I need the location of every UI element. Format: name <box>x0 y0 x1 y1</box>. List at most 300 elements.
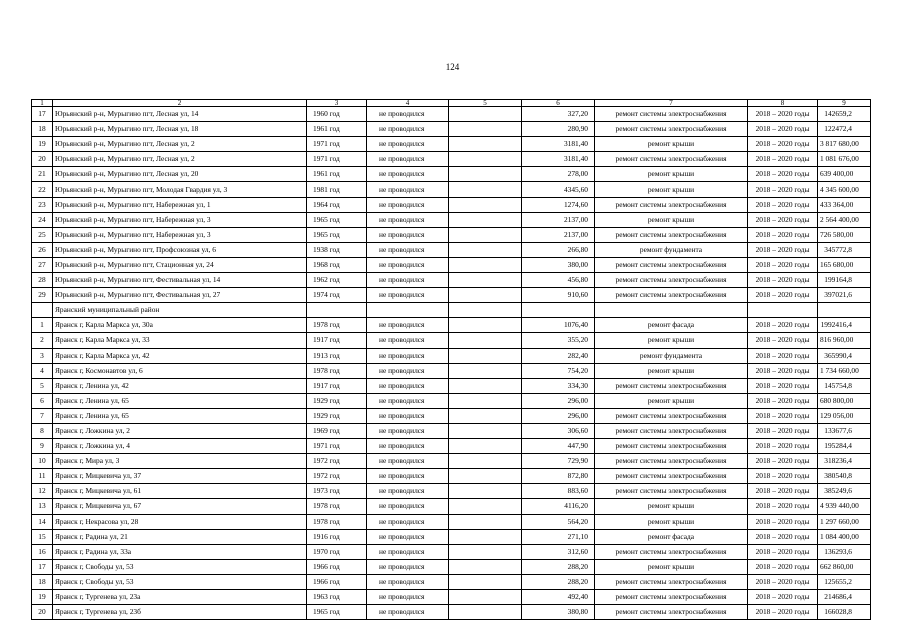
area-cell: 1076,40 <box>522 318 595 333</box>
area-cell: 271,10 <box>522 529 595 544</box>
table-row <box>32 137 871 152</box>
year-cell: 1917 год <box>307 333 367 348</box>
period-cell: 2018 – 2020 годы <box>748 333 818 348</box>
address-cell: Юрьянский р-н, Мурыгино пгт, Лесная ул, 2 <box>53 152 307 167</box>
row-number: 9 <box>32 439 53 454</box>
year-cell: 1966 год <box>307 574 367 589</box>
address-cell: Юрьянский р-н, Мурыгино пгт, Молодая Гвардия ул, 3 <box>53 182 307 197</box>
cost-cell: 166028,8 <box>818 605 871 620</box>
empty-cell <box>449 544 522 559</box>
area-cell: 1274,60 <box>522 197 595 212</box>
table-row <box>32 212 871 227</box>
area-cell: 288,20 <box>522 559 595 574</box>
column-number: 3 <box>307 100 367 107</box>
year-cell: 1917 год <box>307 378 367 393</box>
address-cell: Юрьянский р-н, Мурыгино пгт, Стационная ул, 24 <box>53 257 307 272</box>
period-cell: 2018 – 2020 годы <box>748 423 818 438</box>
cost-cell: 136293,6 <box>818 544 871 559</box>
work-type-cell: ремонт крыши <box>595 212 748 227</box>
column-number: 7 <box>595 100 748 107</box>
empty-cell <box>449 333 522 348</box>
previous-repair-cell: не проводился <box>367 514 449 529</box>
table-row <box>32 423 871 438</box>
table-row <box>32 378 871 393</box>
empty-cell <box>449 122 522 137</box>
period-cell: 2018 – 2020 годы <box>748 363 818 378</box>
period-cell: 2018 – 2020 годы <box>748 288 818 303</box>
year-cell: 1962 год <box>307 273 367 288</box>
previous-repair-cell: не проводился <box>367 273 449 288</box>
area-cell: 754,20 <box>522 363 595 378</box>
area-cell: 872,80 <box>522 469 595 484</box>
period-cell: 2018 – 2020 годы <box>748 273 818 288</box>
row-number: 11 <box>32 469 53 484</box>
row-number: 29 <box>32 288 53 303</box>
cost-cell: 1 084 400,00 <box>818 529 871 544</box>
row-number: 1 <box>32 318 53 333</box>
address-cell: Яранск г, Некрасова ул, 28 <box>53 514 307 529</box>
row-number: 18 <box>32 574 53 589</box>
year-cell: 1981 год <box>307 182 367 197</box>
cost-cell: 214686,4 <box>818 590 871 605</box>
previous-repair-cell: не проводился <box>367 439 449 454</box>
table-row <box>32 574 871 589</box>
work-type-cell: ремонт фундамента <box>595 242 748 257</box>
period-cell: 2018 – 2020 годы <box>748 469 818 484</box>
work-type-cell: ремонт фасада <box>595 529 748 544</box>
table-row <box>32 333 871 348</box>
area-cell: 278,00 <box>522 167 595 182</box>
empty-cell <box>449 167 522 182</box>
previous-repair-cell: не проводился <box>367 107 449 122</box>
period-cell: 2018 – 2020 годы <box>748 605 818 620</box>
work-type-cell: ремонт системы электроснабжения <box>595 257 748 272</box>
period-cell: 2018 – 2020 годы <box>748 590 818 605</box>
empty-cell <box>449 152 522 167</box>
year-cell: 1971 год <box>307 152 367 167</box>
cost-cell: 1 734 660,00 <box>818 363 871 378</box>
address-cell: Яранск г, Ленина ул, 65 <box>53 408 307 423</box>
row-number: 27 <box>32 257 53 272</box>
row-number: 17 <box>32 559 53 574</box>
table-row <box>32 393 871 408</box>
work-type-cell: ремонт крыши <box>595 393 748 408</box>
cost-cell <box>818 303 871 318</box>
address-cell: Яранск г, Карла Маркса ул, 30а <box>53 318 307 333</box>
year-cell: 1972 год <box>307 454 367 469</box>
year-cell: 1963 год <box>307 590 367 605</box>
row-number: 7 <box>32 408 53 423</box>
empty-cell <box>449 107 522 122</box>
period-cell: 2018 – 2020 годы <box>748 318 818 333</box>
year-cell: 1978 год <box>307 514 367 529</box>
address-cell: Яранск г, Тургенева ул, 23а <box>53 590 307 605</box>
empty-cell <box>449 288 522 303</box>
work-type-cell: ремонт крыши <box>595 137 748 152</box>
cost-cell: 2 564 400,00 <box>818 212 871 227</box>
table-row <box>32 348 871 363</box>
column-number: 1 <box>32 100 53 107</box>
year-cell: 1965 год <box>307 212 367 227</box>
empty-cell <box>449 605 522 620</box>
area-cell: 296,00 <box>522 408 595 423</box>
period-cell: 2018 – 2020 годы <box>748 167 818 182</box>
year-cell: 1971 год <box>307 439 367 454</box>
previous-repair-cell: не проводился <box>367 574 449 589</box>
address-cell: Яранск г, Радина ул, 21 <box>53 529 307 544</box>
row-number: 21 <box>32 167 53 182</box>
area-cell: 282,40 <box>522 348 595 363</box>
previous-repair-cell: не проводился <box>367 559 449 574</box>
cost-cell: 1 297 660,00 <box>818 514 871 529</box>
cost-cell: 816 960,00 <box>818 333 871 348</box>
work-type-cell: ремонт крыши <box>595 182 748 197</box>
year-cell: 1929 год <box>307 408 367 423</box>
area-cell: 883,60 <box>522 484 595 499</box>
period-cell: 2018 – 2020 годы <box>748 227 818 242</box>
area-cell: 910,60 <box>522 288 595 303</box>
work-type-cell: ремонт крыши <box>595 559 748 574</box>
empty-cell <box>449 559 522 574</box>
column-number: 6 <box>522 100 595 107</box>
previous-repair-cell: не проводился <box>367 408 449 423</box>
address-cell: Юрьянский р-н, Мурыгино пгт, Набережная ул, 1 <box>53 197 307 212</box>
previous-repair-cell: не проводился <box>367 363 449 378</box>
cost-cell: 365990,4 <box>818 348 871 363</box>
table-row <box>32 544 871 559</box>
previous-repair-cell: не проводился <box>367 122 449 137</box>
cost-cell: 1 081 676,00 <box>818 152 871 167</box>
previous-repair-cell: не проводился <box>367 454 449 469</box>
table-row <box>32 469 871 484</box>
work-type-cell: ремонт крыши <box>595 499 748 514</box>
column-number-row <box>32 100 871 107</box>
address-cell: Юрьянский р-н, Мурыгино пгт, Набережная ул, 3 <box>53 212 307 227</box>
row-number: 10 <box>32 454 53 469</box>
table-row <box>32 107 871 122</box>
row-number <box>32 303 53 318</box>
work-type-cell: ремонт системы электроснабжения <box>595 423 748 438</box>
year-cell: 1966 год <box>307 559 367 574</box>
address-cell: Яранск г, Мира ул, 3 <box>53 454 307 469</box>
work-type-cell: ремонт системы электроснабжения <box>595 439 748 454</box>
previous-repair-cell: не проводился <box>367 227 449 242</box>
row-number: 19 <box>32 590 53 605</box>
page-number: 124 <box>445 62 460 72</box>
period-cell: 2018 – 2020 годы <box>748 454 818 469</box>
previous-repair-cell: не проводился <box>367 182 449 197</box>
period-cell: 2018 – 2020 годы <box>748 484 818 499</box>
year-cell: 1972 год <box>307 469 367 484</box>
work-type-cell: ремонт системы электроснабжения <box>595 122 748 137</box>
year-cell: 1929 год <box>307 393 367 408</box>
address-cell: Яранск г, Карла Маркса ул, 33 <box>53 333 307 348</box>
table-row <box>32 122 871 137</box>
empty-cell <box>449 363 522 378</box>
work-type-cell <box>595 303 748 318</box>
row-number: 13 <box>32 499 53 514</box>
table-row <box>32 439 871 454</box>
area-cell: 729,90 <box>522 454 595 469</box>
cost-cell: 397021,6 <box>818 288 871 303</box>
section-row <box>32 303 871 318</box>
previous-repair-cell: не проводился <box>367 242 449 257</box>
year-cell: 1938 год <box>307 242 367 257</box>
period-cell: 2018 – 2020 годы <box>748 182 818 197</box>
period-cell: 2018 – 2020 годы <box>748 348 818 363</box>
cost-cell: 662 860,00 <box>818 559 871 574</box>
cost-cell: 726 580,00 <box>818 227 871 242</box>
empty-cell <box>449 393 522 408</box>
area-cell: 3181,40 <box>522 152 595 167</box>
row-number: 20 <box>32 605 53 620</box>
cost-cell: 199164,8 <box>818 273 871 288</box>
table-row <box>32 227 871 242</box>
previous-repair-cell: не проводился <box>367 393 449 408</box>
work-type-cell: ремонт системы электроснабжения <box>595 590 748 605</box>
row-number: 28 <box>32 273 53 288</box>
cost-cell: 133677,6 <box>818 423 871 438</box>
empty-cell <box>449 303 522 318</box>
area-cell: 447,90 <box>522 439 595 454</box>
table-row <box>32 152 871 167</box>
work-type-cell: ремонт системы электроснабжения <box>595 605 748 620</box>
work-type-cell: ремонт системы электроснабжения <box>595 152 748 167</box>
work-type-cell: ремонт системы электроснабжения <box>595 273 748 288</box>
period-cell: 2018 – 2020 годы <box>748 574 818 589</box>
area-cell: 312,60 <box>522 544 595 559</box>
table-row <box>32 454 871 469</box>
empty-cell <box>449 574 522 589</box>
cost-cell: 142659,2 <box>818 107 871 122</box>
address-cell: Яранск г, Карла Маркса ул, 42 <box>53 348 307 363</box>
cost-cell: 3 817 680,00 <box>818 137 871 152</box>
previous-repair-cell: не проводился <box>367 333 449 348</box>
empty-cell <box>449 137 522 152</box>
address-cell: Яранск г, Ленина ул, 42 <box>53 378 307 393</box>
table-row <box>32 605 871 620</box>
cost-cell: 433 364,00 <box>818 197 871 212</box>
work-type-cell: ремонт системы электроснабжения <box>595 454 748 469</box>
row-number: 14 <box>32 514 53 529</box>
previous-repair-cell: не проводился <box>367 378 449 393</box>
period-cell: 2018 – 2020 годы <box>748 559 818 574</box>
period-cell: 2018 – 2020 годы <box>748 257 818 272</box>
period-cell: 2018 – 2020 годы <box>748 107 818 122</box>
cost-cell: 195284,4 <box>818 439 871 454</box>
previous-repair-cell: не проводился <box>367 212 449 227</box>
row-number: 15 <box>32 529 53 544</box>
table-row <box>32 590 871 605</box>
year-cell: 1973 год <box>307 484 367 499</box>
year-cell: 1961 год <box>307 167 367 182</box>
column-number: 5 <box>449 100 522 107</box>
year-cell: 1978 год <box>307 499 367 514</box>
area-cell: 380,00 <box>522 257 595 272</box>
empty-cell <box>449 273 522 288</box>
period-cell <box>748 303 818 318</box>
row-number: 22 <box>32 182 53 197</box>
period-cell: 2018 – 2020 годы <box>748 439 818 454</box>
period-cell: 2018 – 2020 годы <box>748 529 818 544</box>
previous-repair-cell: не проводился <box>367 544 449 559</box>
year-cell: 1978 год <box>307 318 367 333</box>
address-cell: Яранск г, Мицкевича ул, 61 <box>53 484 307 499</box>
area-cell: 296,00 <box>522 393 595 408</box>
row-number: 18 <box>32 122 53 137</box>
empty-cell <box>449 469 522 484</box>
period-cell: 2018 – 2020 годы <box>748 137 818 152</box>
address-cell: Яранск г, Ложкина ул, 4 <box>53 439 307 454</box>
empty-cell <box>449 514 522 529</box>
address-cell: Юрьянский р-н, Мурыгино пгт, Лесная ул, 2 <box>53 137 307 152</box>
empty-cell <box>449 212 522 227</box>
work-type-cell: ремонт крыши <box>595 514 748 529</box>
table-row <box>32 514 871 529</box>
cost-cell: 385249,6 <box>818 484 871 499</box>
empty-cell <box>449 529 522 544</box>
cost-cell: 165 680,00 <box>818 257 871 272</box>
empty-cell <box>449 227 522 242</box>
work-type-cell: ремонт системы электроснабжения <box>595 107 748 122</box>
cost-cell: 680 800,00 <box>818 393 871 408</box>
table-row <box>32 529 871 544</box>
previous-repair-cell <box>367 303 449 318</box>
empty-cell <box>449 484 522 499</box>
previous-repair-cell: не проводился <box>367 423 449 438</box>
previous-repair-cell: не проводился <box>367 197 449 212</box>
table-row <box>32 363 871 378</box>
year-cell: 1969 год <box>307 423 367 438</box>
table-row <box>32 499 871 514</box>
year-cell: 1960 год <box>307 107 367 122</box>
period-cell: 2018 – 2020 годы <box>748 544 818 559</box>
column-number: 9 <box>818 100 871 107</box>
empty-cell <box>449 590 522 605</box>
row-number: 3 <box>32 348 53 363</box>
period-cell: 2018 – 2020 годы <box>748 122 818 137</box>
previous-repair-cell: не проводился <box>367 499 449 514</box>
cost-cell: 380540,8 <box>818 469 871 484</box>
empty-cell <box>449 378 522 393</box>
address-cell: Яранск г, Ложкина ул, 2 <box>53 423 307 438</box>
cost-cell: 639 400,00 <box>818 167 871 182</box>
period-cell: 2018 – 2020 годы <box>748 152 818 167</box>
previous-repair-cell: не проводился <box>367 590 449 605</box>
row-number: 24 <box>32 212 53 227</box>
area-cell: 2137,00 <box>522 227 595 242</box>
period-cell: 2018 – 2020 годы <box>748 212 818 227</box>
previous-repair-cell: не проводился <box>367 318 449 333</box>
empty-cell <box>449 182 522 197</box>
column-number: 4 <box>367 100 449 107</box>
work-type-cell: ремонт крыши <box>595 333 748 348</box>
area-cell: 288,20 <box>522 574 595 589</box>
year-cell <box>307 303 367 318</box>
empty-cell <box>449 257 522 272</box>
address-cell: Яранск г, Тургенева ул, 23б <box>53 605 307 620</box>
work-type-cell: ремонт системы электроснабжения <box>595 197 748 212</box>
area-cell: 355,20 <box>522 333 595 348</box>
address-cell: Яранск г, Мицкевича ул, 67 <box>53 499 307 514</box>
cost-cell: 129 056,00 <box>818 408 871 423</box>
cost-cell: 145754,8 <box>818 378 871 393</box>
register-table <box>31 99 871 620</box>
area-cell: 564,20 <box>522 514 595 529</box>
empty-cell <box>449 242 522 257</box>
table-row <box>32 484 871 499</box>
cost-cell: 4 939 440,00 <box>818 499 871 514</box>
table-row <box>32 257 871 272</box>
table-row <box>32 167 871 182</box>
empty-cell <box>449 423 522 438</box>
year-cell: 1964 год <box>307 197 367 212</box>
year-cell: 1970 год <box>307 544 367 559</box>
empty-cell <box>449 348 522 363</box>
period-cell: 2018 – 2020 годы <box>748 393 818 408</box>
previous-repair-cell: не проводился <box>367 348 449 363</box>
area-cell: 4345,60 <box>522 182 595 197</box>
table-row <box>32 242 871 257</box>
cost-cell: 345772,8 <box>818 242 871 257</box>
address-cell: Юрьянский р-н, Мурыгино пгт, Профсоюзная ул, 6 <box>53 242 307 257</box>
work-type-cell: ремонт фасада <box>595 318 748 333</box>
address-cell: Яранск г, Космонавтов ул, 6 <box>53 363 307 378</box>
year-cell: 1913 год <box>307 348 367 363</box>
area-cell <box>522 303 595 318</box>
previous-repair-cell: не проводился <box>367 152 449 167</box>
year-cell: 1961 год <box>307 122 367 137</box>
column-number: 8 <box>748 100 818 107</box>
previous-repair-cell: не проводился <box>367 469 449 484</box>
work-type-cell: ремонт системы электроснабжения <box>595 227 748 242</box>
address-cell: Яранск г, Свободы ул, 53 <box>53 559 307 574</box>
area-cell: 380,80 <box>522 605 595 620</box>
year-cell: 1965 год <box>307 227 367 242</box>
year-cell: 1978 год <box>307 363 367 378</box>
row-number: 19 <box>32 137 53 152</box>
cost-cell: 4 345 600,00 <box>818 182 871 197</box>
row-number: 23 <box>32 197 53 212</box>
row-number: 2 <box>32 333 53 348</box>
row-number: 20 <box>32 152 53 167</box>
period-cell: 2018 – 2020 годы <box>748 499 818 514</box>
table-row <box>32 197 871 212</box>
row-number: 6 <box>32 393 53 408</box>
empty-cell <box>449 454 522 469</box>
column-number: 2 <box>53 100 307 107</box>
empty-cell <box>449 499 522 514</box>
empty-cell <box>449 439 522 454</box>
previous-repair-cell: не проводился <box>367 605 449 620</box>
period-cell: 2018 – 2020 годы <box>748 378 818 393</box>
previous-repair-cell: не проводился <box>367 529 449 544</box>
work-type-cell: ремонт крыши <box>595 363 748 378</box>
area-cell: 280,90 <box>522 122 595 137</box>
work-type-cell: ремонт системы электроснабжения <box>595 544 748 559</box>
cost-cell: 1992416,4 <box>818 318 871 333</box>
row-number: 17 <box>32 107 53 122</box>
work-type-cell: ремонт крыши <box>595 167 748 182</box>
address-cell: Яранск г, Радина ул, 33а <box>53 544 307 559</box>
previous-repair-cell: не проводился <box>367 167 449 182</box>
empty-cell <box>449 197 522 212</box>
row-number: 4 <box>32 363 53 378</box>
area-cell: 266,80 <box>522 242 595 257</box>
cost-cell: 125655,2 <box>818 574 871 589</box>
area-cell: 306,60 <box>522 423 595 438</box>
work-type-cell: ремонт системы электроснабжения <box>595 574 748 589</box>
